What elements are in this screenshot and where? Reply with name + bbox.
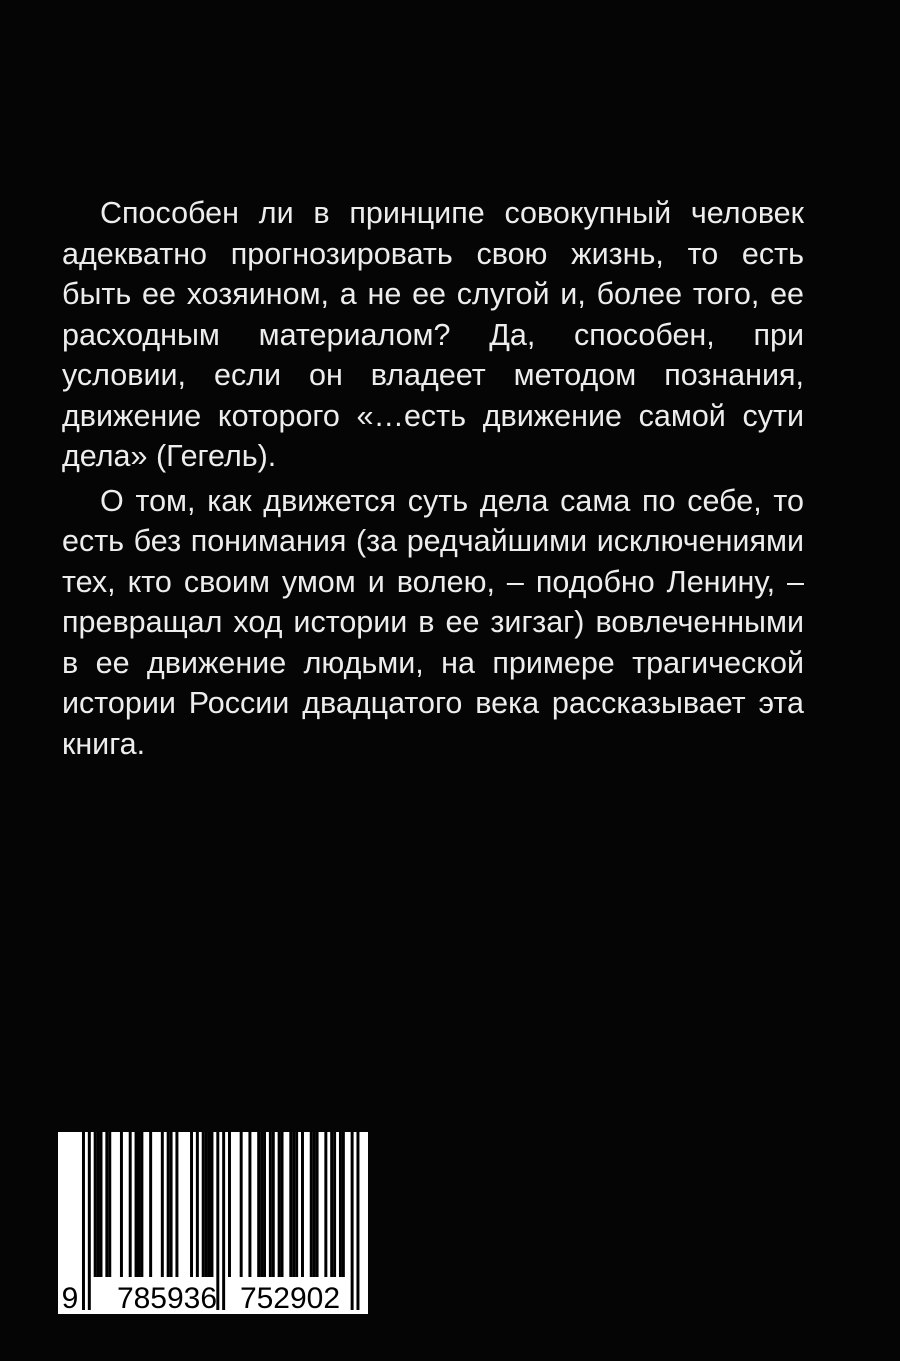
- barcode-bar: [316, 1132, 319, 1277]
- barcode-bar: [190, 1132, 193, 1277]
- barcode-bar: [161, 1132, 164, 1277]
- barcode-first-digit: 9: [61, 1282, 79, 1314]
- barcode-bar: [105, 1132, 108, 1277]
- barcode-bar: [289, 1132, 292, 1277]
- barcode-bar: [257, 1132, 260, 1277]
- barcode-bar: [330, 1132, 333, 1277]
- barcode-bar: [82, 1132, 85, 1310]
- blurb-text: [62, 193, 804, 768]
- barcode-bar: [108, 1132, 111, 1277]
- barcode-bar: [342, 1132, 345, 1277]
- barcode-bar: [313, 1132, 316, 1277]
- barcode-bar: [205, 1132, 208, 1277]
- barcode-bar: [339, 1132, 342, 1277]
- barcode-bar: [202, 1132, 205, 1277]
- barcode-bar: [167, 1132, 170, 1277]
- barcode-bar: [272, 1132, 275, 1277]
- barcode-bar: [278, 1132, 281, 1277]
- barcode-bar: [210, 1132, 213, 1277]
- barcode-bar: [263, 1132, 266, 1277]
- barcode-bar: [310, 1132, 313, 1277]
- barcode-bar: [208, 1132, 211, 1277]
- barcode-graphic: [58, 1132, 368, 1314]
- barcode-bar: [301, 1132, 304, 1277]
- barcode-bar: [97, 1132, 100, 1277]
- blurb-paragraph-1: Способен ли в принципе совокупный человек адекватно прогнозировать свою жизнь, то есть быть ее хозяином, а не ее слугой и, более того, ее расходным материалом? Да, способен, при условии, если он владеет методом познания, движение которого «…есть движение самой сути дела» (Гегель).: [62, 196, 804, 473]
- barcode-bar: [228, 1132, 231, 1277]
- barcode-bar: [351, 1132, 354, 1310]
- barcode-bar: [281, 1132, 284, 1277]
- barcode-bar: [333, 1132, 336, 1277]
- barcode-bar: [100, 1132, 103, 1277]
- barcode-bar: [94, 1132, 97, 1277]
- barcode-bar: [356, 1132, 359, 1310]
- barcode-bar: [135, 1132, 138, 1277]
- barcode-bar: [170, 1132, 173, 1277]
- barcode-bar: [120, 1132, 123, 1277]
- barcode-bar: [175, 1132, 178, 1277]
- barcode-bar: [88, 1132, 91, 1310]
- barcode-bar: [292, 1132, 295, 1277]
- barcode-bar: [222, 1132, 225, 1310]
- barcode-right-group: 752902: [239, 1282, 341, 1314]
- barcode-left-group: 785936: [116, 1282, 218, 1314]
- barcode-bar: [140, 1132, 143, 1277]
- barcode-bar: [295, 1132, 298, 1277]
- barcode-bar: [248, 1132, 251, 1277]
- barcode-bar: [196, 1132, 199, 1277]
- isbn-barcode: [58, 1132, 368, 1314]
- blurb-paragraph-2: О том, как движется суть дела сама по себе, то есть без понимания (за редчайшими исключениями тех, кто своим умом и волею, – подобно Ленину, – превращал ход истории в ее зигзаг) вовлеченными в ее движение людьми, на примере трагической истории России двадцатого века рассказывает эта книга.: [62, 483, 804, 761]
- barcode-bar: [129, 1132, 132, 1277]
- barcode-bar: [240, 1132, 243, 1277]
- barcode-bar: [260, 1132, 263, 1277]
- barcode-bar: [324, 1132, 327, 1277]
- barcode-bar: [149, 1132, 152, 1277]
- barcode-bar: [137, 1132, 140, 1277]
- barcode-bar: [269, 1132, 272, 1277]
